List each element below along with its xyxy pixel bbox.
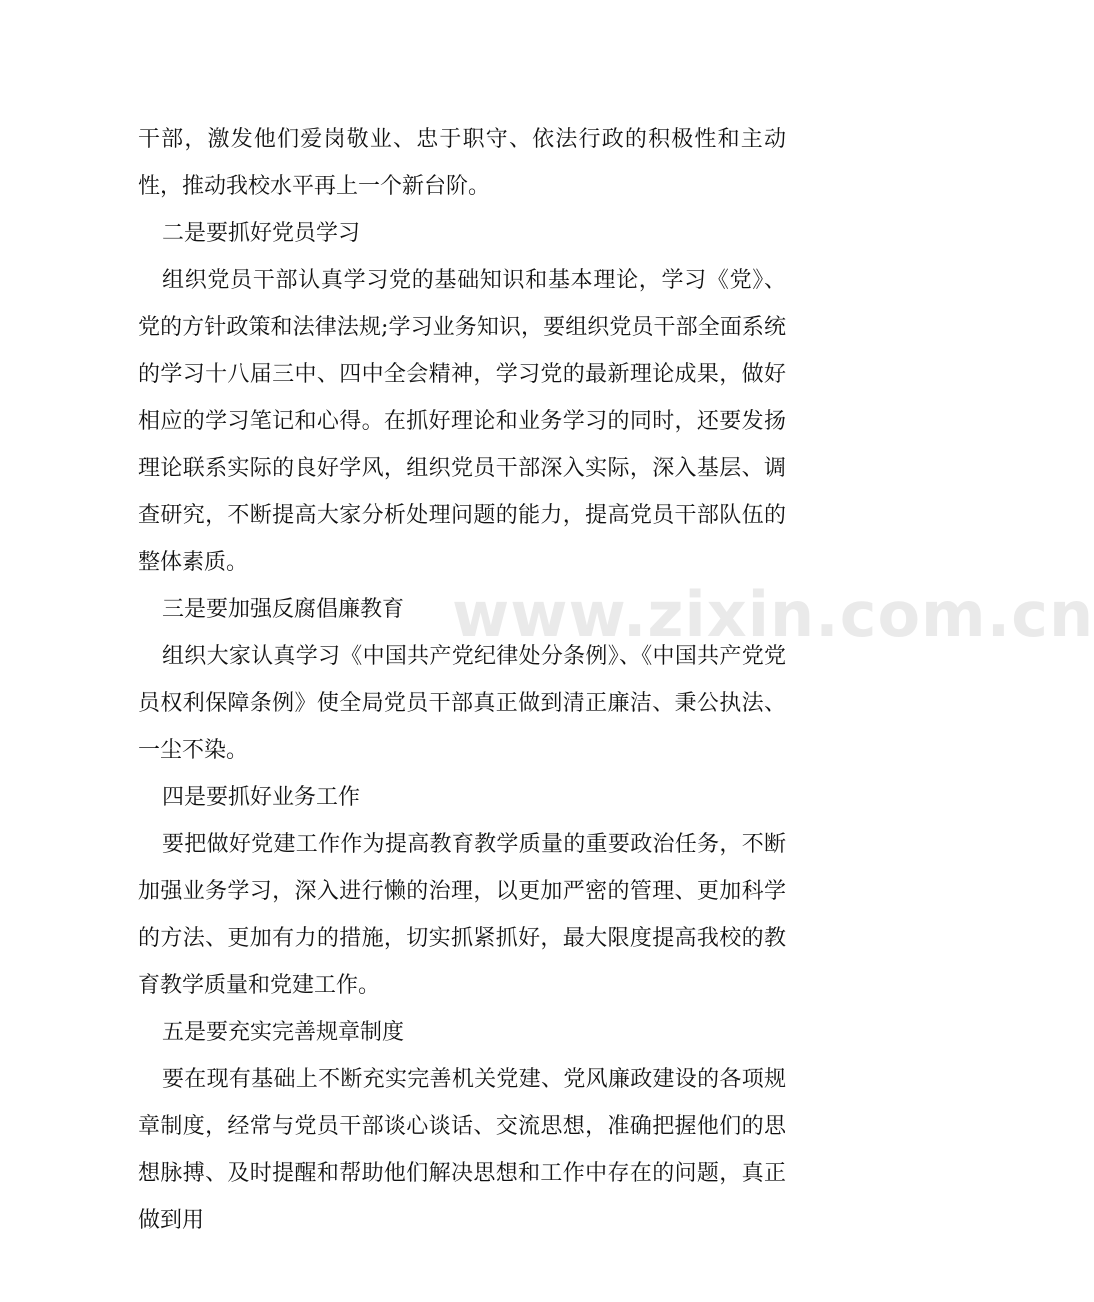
section-heading-3: 三是要加强反腐倡廉教育: [162, 597, 405, 622]
section-heading-4: 四是要抓好业务工作: [162, 785, 361, 810]
section-heading-5: 五是要充实完善规章制度: [162, 1020, 405, 1045]
section-heading-2: 二是要抓好党员学习: [162, 221, 361, 246]
paragraph-continuation: 干部，激发他们爱岗敬业、忠于职守、依法行政的积极性和主动性，推动我校水平再上一个新台阶。: [138, 127, 786, 199]
document-body: [138, 116, 786, 1244]
paragraph-anti-corruption: 组织大家认真学习《中国共产党纪律处分条例》、《中国共产党党员权利保障条例》使全局党员干部真正做到清正廉洁、秉公执法、一尘不染。: [138, 644, 786, 763]
paragraph-party-study: 组织党员干部认真学习党的基础知识和基本理论，学习《党》、党的方针政策和法律法规;学习业务知识，要组织党员干部全面系统的学习十八届三中、四中全会精神，学习党的最新理论成果，做好相应的学习笔记和心得。在抓好理论和业务学习的同时，还要发扬理论联系实际的良好学风，组织党员干部深入实际，深入基层、调查研究，不断提高大家分析处理问题的能力，提高党员干部队伍的整体素质。: [138, 268, 786, 575]
watermark: www.zixin.com.cn: [452, 578, 1094, 651]
paragraph-business-work: 要把做好党建工作作为提高教育教学质量的重要政治任务，不断加强业务学习，深入进行懒的治理，以更加严密的管理、更加科学的方法、更加有力的措施，切实抓紧抓好，最大限度提高我校的教育教学质量和党建工作。: [138, 832, 786, 998]
paragraph-regulations: 要在现有基础上不断充实完善机关党建、党风廉政建设的各项规章制度，经常与党员干部谈心谈话、交流思想，准确把握他们的思想脉搏、及时提醒和帮助他们解决思想和工作中存在的问题，真正做到用: [138, 1067, 786, 1233]
